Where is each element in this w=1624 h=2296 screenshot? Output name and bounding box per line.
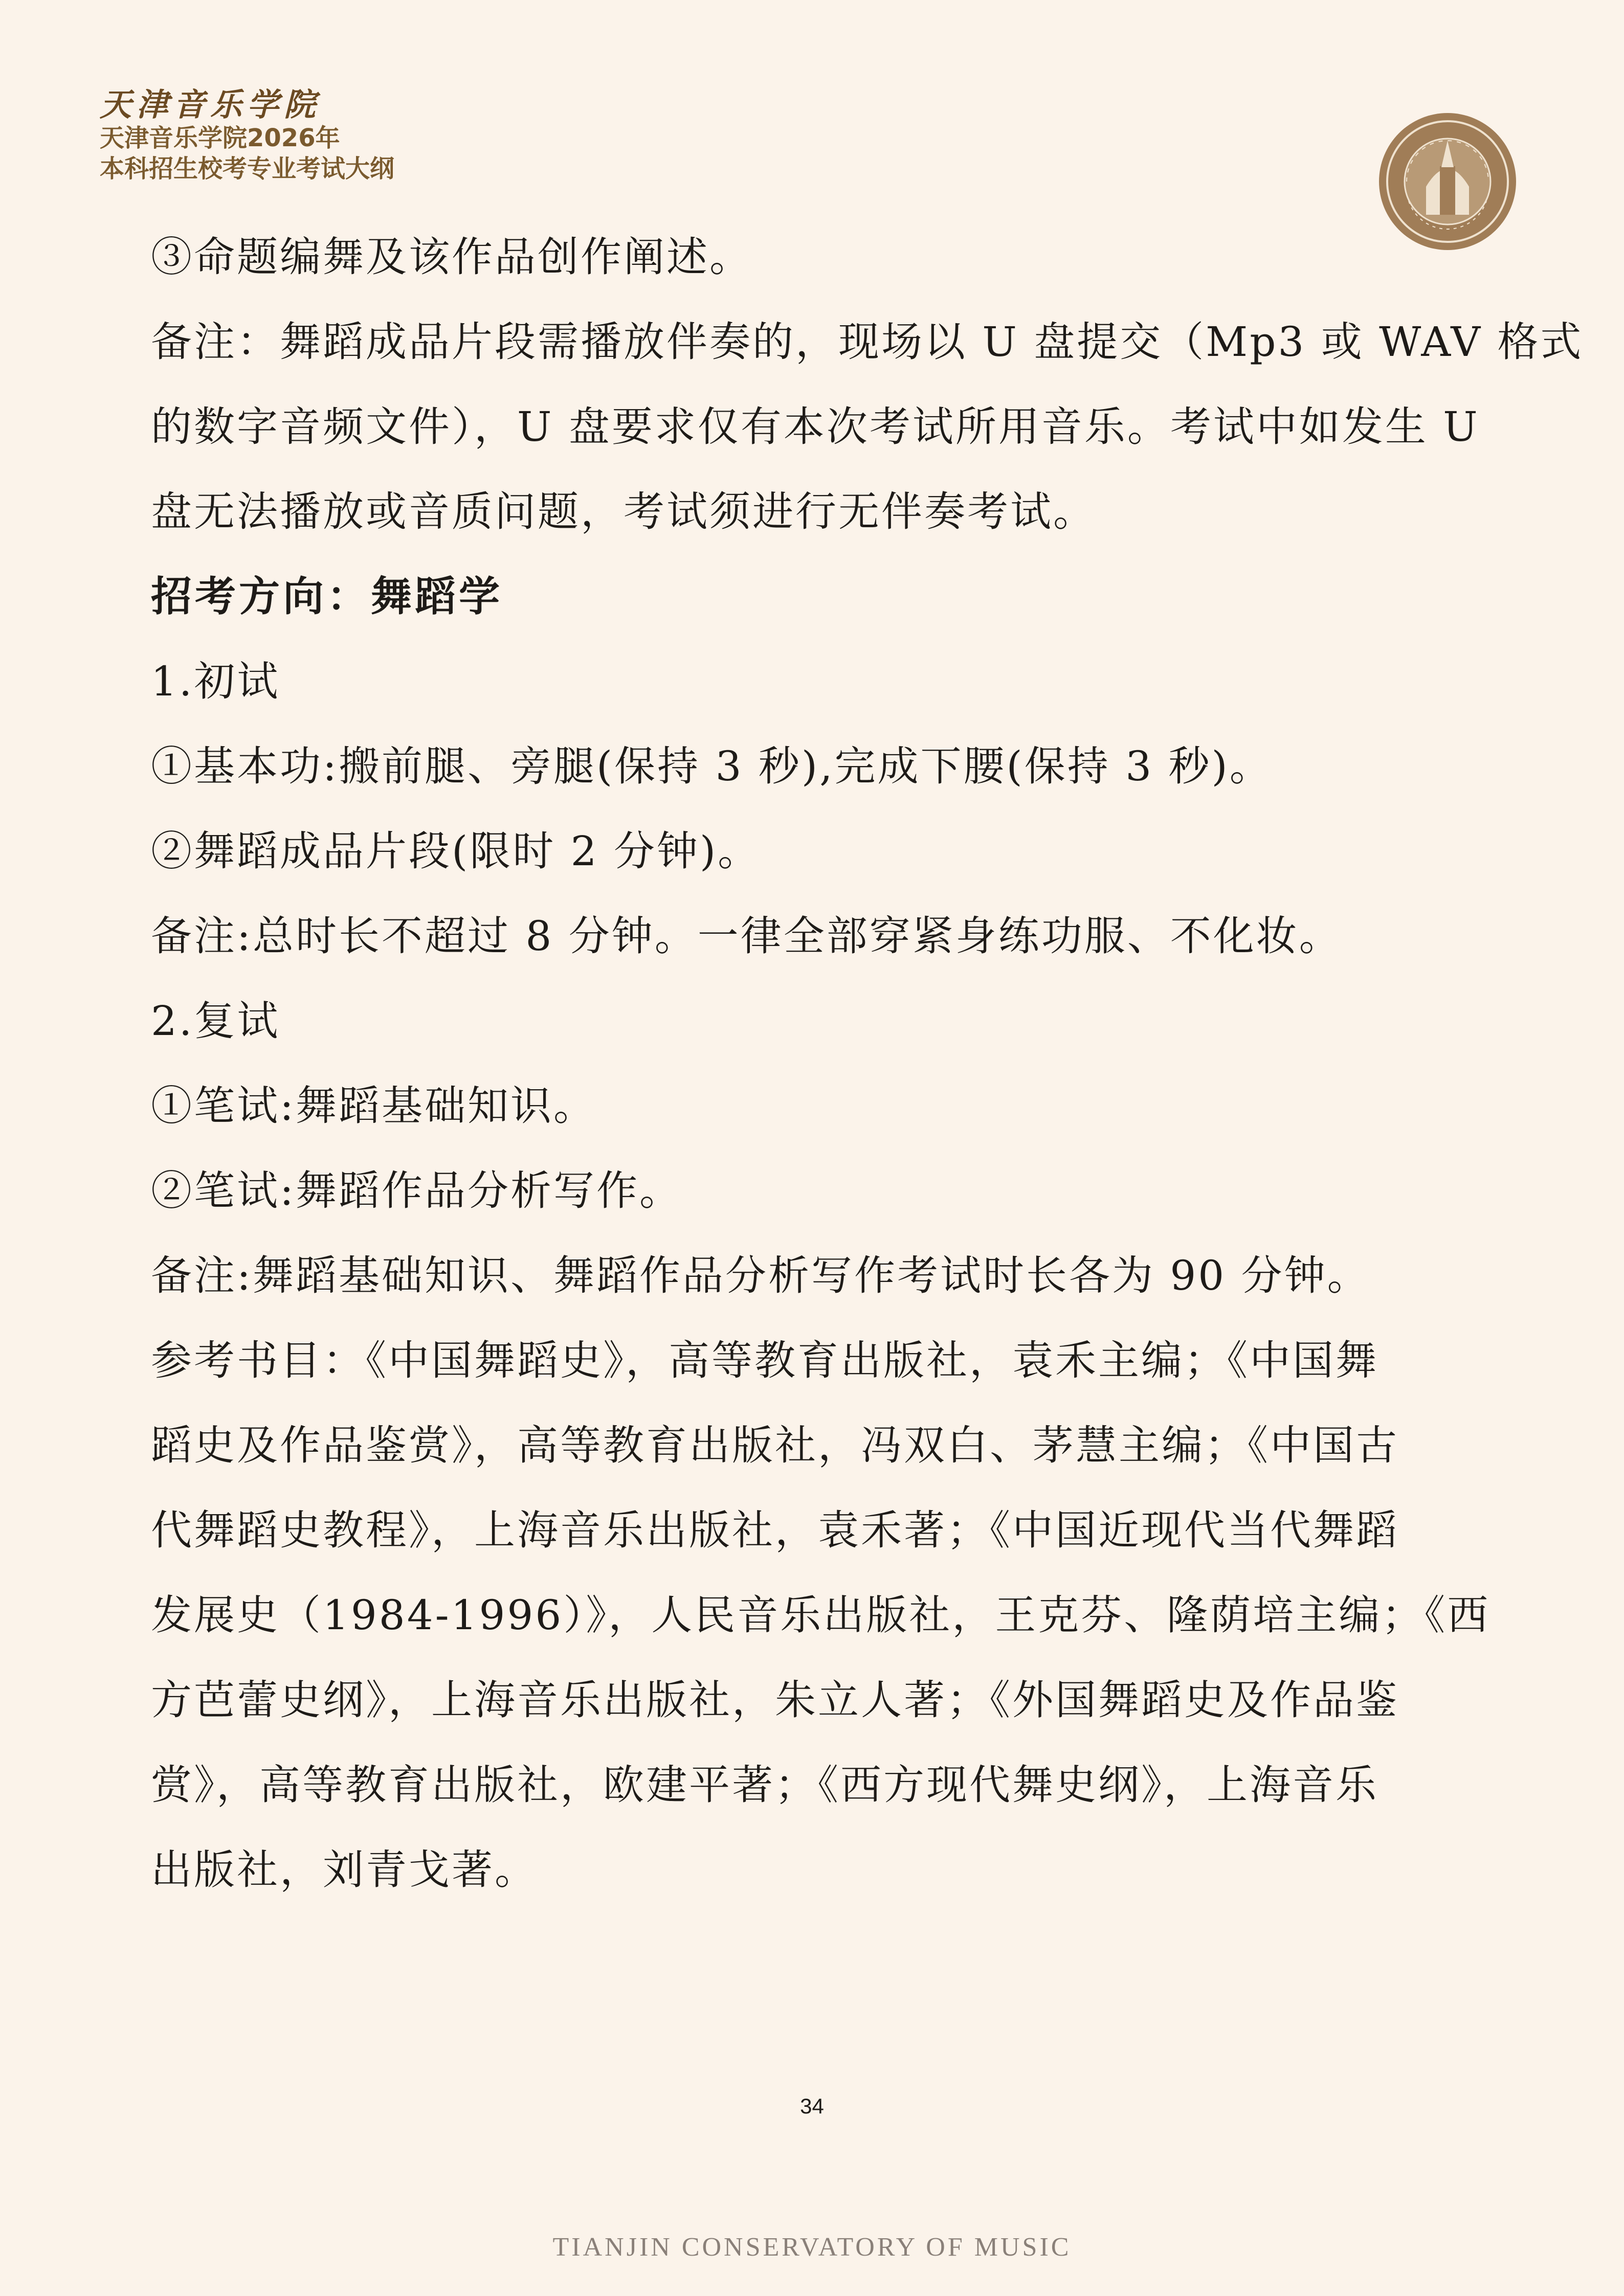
reading-list-line-6: 赏》，高等教育出版社，欧建平著；《西方现代舞史纲》，上海音乐: [151, 1761, 1378, 1809]
reading-list-line-7: 出版社，刘青戈著。: [151, 1846, 538, 1894]
reading-list-line-5: 方芭蕾史纲》，上海音乐出版社，朱立人著；《外国舞蹈史及作品鉴: [151, 1676, 1399, 1724]
preliminary-item-basic-skills: ①基本功:搬前腿、旁腿(保持 3 秒),完成下腰(保持 3 秒)。: [151, 742, 1273, 790]
footer-institution-name: TIANJIN CONSERVATORY OF MUSIC: [552, 2233, 1072, 2262]
subheading-preliminary-exam: 1.初试: [151, 658, 280, 705]
document-header: [100, 87, 394, 184]
note-accompaniment-line-2: 的数字音频文件），U 盘要求仅有本次考试所用音乐。考试中如发生 U: [151, 403, 1480, 451]
note-accompaniment-line-1: 备注：舞蹈成品片段需播放伴奏的，现场以 U 盘提交（Mp3 或 WAV 格式: [151, 318, 1584, 366]
exam-item-choreography: ③命题编舞及该作品创作阐述。: [151, 233, 752, 281]
page-number: 34: [800, 2094, 824, 2118]
second-item-written-basics: ①笔试:舞蹈基础知识。: [151, 1082, 596, 1130]
document-body: [151, 215, 1584, 1912]
subheading-second-exam: 2.复试: [151, 997, 280, 1045]
reading-list-line-1: 参考书目：《中国舞蹈史》，高等教育出版社，袁禾主编；《中国舞: [151, 1337, 1378, 1384]
reading-list-line-2: 蹈史及作品鉴赏》，高等教育出版社，冯双白、茅慧主编；《中国古: [151, 1422, 1399, 1469]
institution-calligraphy-logo: 天津音乐学院: [100, 86, 321, 123]
second-exam-note: 备注:舞蹈基础知识、舞蹈作品分析写作考试时长各为 90 分钟。: [151, 1252, 1370, 1299]
header-title-line-1: 天津音乐学院2026年: [100, 124, 340, 152]
preliminary-item-dance-piece: ②舞蹈成品片段(限时 2 分钟)。: [151, 827, 761, 875]
preliminary-note: 备注:总时长不超过 8 分钟。一律全部穿紧身练功服、不化妆。: [151, 912, 1342, 960]
section-heading-dance-studies: 招考方向：舞蹈学: [151, 573, 503, 620]
reading-list-line-4: 发展史（1984-1996）》，人民音乐出版社，王克芬、隆荫培主编；《西: [151, 1591, 1490, 1639]
header-title-line-2: 本科招生校考专业考试大纲: [100, 154, 395, 183]
second-item-written-analysis: ②笔试:舞蹈作品分析写作。: [151, 1167, 682, 1214]
reading-list-line-3: 代舞蹈史教程》，上海音乐出版社，袁禾著；《中国近现代当代舞蹈: [151, 1506, 1399, 1554]
note-accompaniment-line-3: 盘无法播放或音质问题，考试须进行无伴奏考试。: [151, 488, 1096, 535]
